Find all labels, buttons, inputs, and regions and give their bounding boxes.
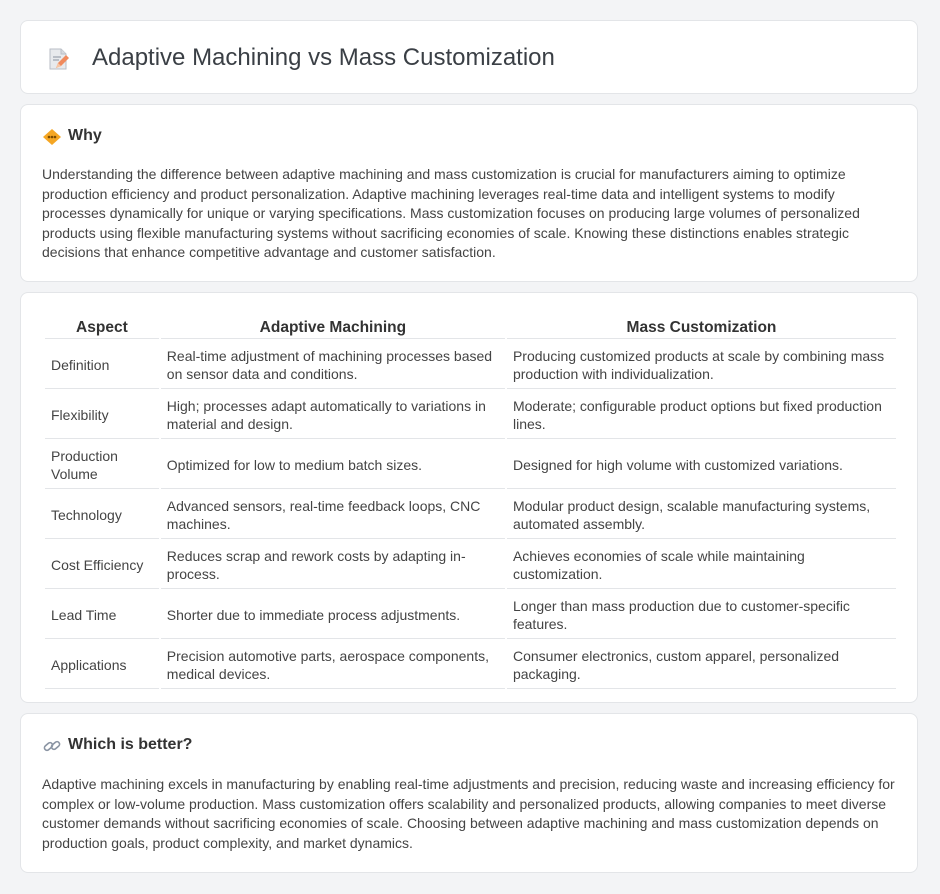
aspect-cell: Cost Efficiency (45, 541, 159, 589)
mass-cell: Producing customized products at scale by combining mass production with individualization. (507, 341, 896, 389)
comparison-section (20, 292, 918, 703)
page-title: Adaptive Machining vs Mass Customization (92, 44, 555, 71)
better-text: Adaptive machining excels in manufacturing by enabling real-time adjustments and precision, reducing waste and increasing efficiency for complex or low-volume production. Mass customization offers scalability and personalized products, allowing companies to meet diverse customer demands without sacrificing economies of scale. Choosing between adaptive machining and mass customization depends on production goals, product complexity, and market dynamics. (42, 776, 895, 851)
better-title: Which is better? (68, 736, 193, 753)
mass-cell: Longer than mass production due to customer-specific features. (507, 591, 896, 639)
mass-cell: Modular product design, scalable manufacturing systems, automated assembly. (507, 491, 896, 539)
adaptive-cell: Shorter due to immediate process adjustments. (161, 591, 505, 639)
adaptive-cell: Reduces scrap and rework costs by adapting in-process. (161, 541, 505, 589)
aspect-cell: Flexibility (45, 391, 159, 439)
table-row (45, 441, 896, 489)
adaptive-cell: Advanced sensors, real-time feedback loops, CNC machines. (161, 491, 505, 539)
table-row (45, 591, 896, 639)
link-icon (43, 738, 61, 754)
document-pencil-icon (47, 47, 69, 71)
table-row (45, 641, 896, 689)
header-mass-customization: Mass Customization (507, 318, 896, 339)
mass-cell: Consumer electronics, custom apparel, personalized packaging. (507, 641, 896, 689)
table-row (45, 391, 896, 439)
table-row (45, 341, 896, 389)
why-section (20, 104, 918, 282)
table-row (45, 491, 896, 539)
comparison-table (43, 316, 898, 691)
warning-diamond-icon (43, 129, 61, 145)
title-card (20, 20, 918, 94)
aspect-cell: Definition (45, 341, 159, 389)
why-title: Why (68, 127, 102, 144)
aspect-cell: Technology (45, 491, 159, 539)
mass-cell: Moderate; configurable product options but fixed production lines. (507, 391, 896, 439)
adaptive-cell: High; processes adapt automatically to variations in material and design. (161, 391, 505, 439)
aspect-cell: Applications (45, 641, 159, 689)
table-header-row (45, 318, 896, 339)
aspect-cell: Production Volume (45, 441, 159, 489)
adaptive-cell: Precision automotive parts, aerospace components, medical devices. (161, 641, 505, 689)
which-better-section (20, 713, 918, 873)
header-adaptive-machining: Adaptive Machining (161, 318, 505, 339)
table-row (45, 541, 896, 589)
header-aspect: Aspect (45, 318, 159, 339)
mass-cell: Achieves economies of scale while maintaining customization. (507, 541, 896, 589)
adaptive-cell: Real-time adjustment of machining processes based on sensor data and conditions. (161, 341, 505, 389)
why-text: Understanding the difference between adaptive machining and mass customization is crucial for manufacturers aiming to optimize production efficiency and product personalization. Adaptive machining leverages real-time data and intelligent systems to modify processes dynamically for unique or varying specifications. Mass customization focuses on producing large volumes of personalized products using flexible manufacturing systems without sacrificing economies of scale. Knowing these distinctions enables strategic decisions that enhance competitive advantage and customer satisfaction. (42, 166, 860, 261)
mass-cell: Designed for high volume with customized variations. (507, 441, 896, 489)
aspect-cell: Lead Time (45, 591, 159, 639)
adaptive-cell: Optimized for low to medium batch sizes. (161, 441, 505, 489)
